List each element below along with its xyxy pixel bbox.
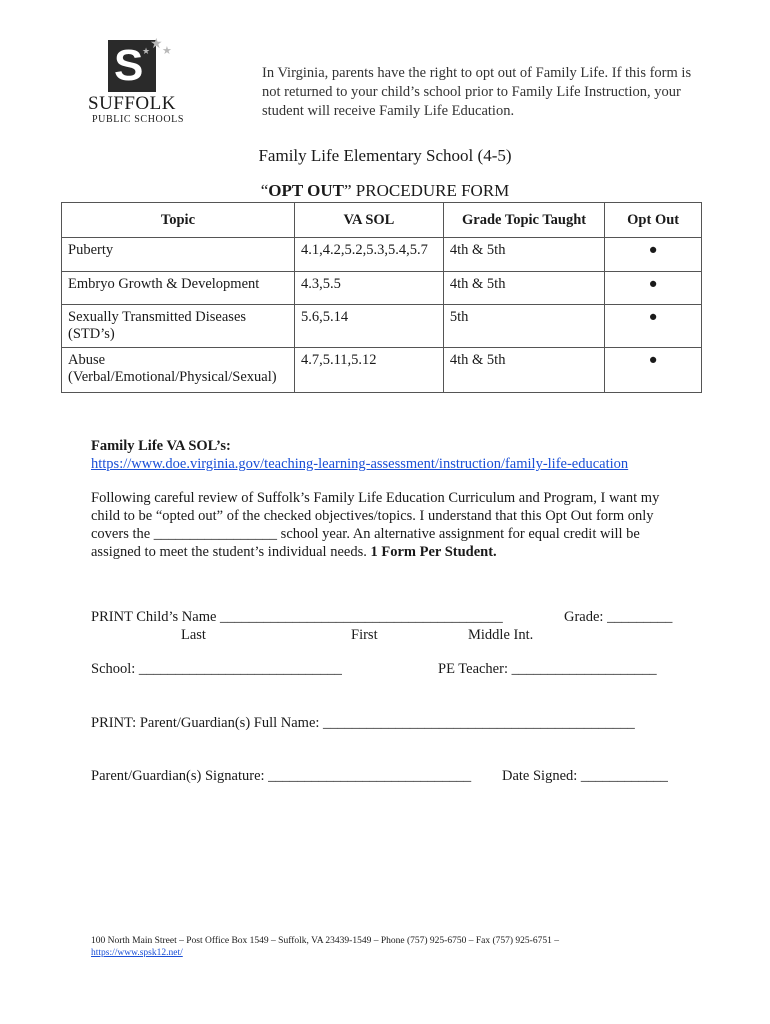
sol-link[interactable]: https://www.doe.virginia.gov/teaching-learning-assessment/instruction/family-life-education bbox=[91, 456, 629, 472]
signature-field[interactable]: Parent/Guardian(s) Signature: ____________________________ bbox=[91, 768, 472, 784]
parent-name-field[interactable]: PRINT: Parent/Guardian(s) Full Name: ___________________________________________ bbox=[91, 715, 635, 731]
form-subtitle bbox=[0, 181, 770, 201]
subtitle-bold: OPT OUT bbox=[268, 181, 344, 200]
topic-cell: Embryo Growth & Development bbox=[62, 272, 295, 305]
grade-cell: 5th bbox=[443, 305, 604, 348]
logo-name: SUFFOLK bbox=[88, 93, 176, 114]
logo-s-glyph: S bbox=[114, 41, 144, 90]
table-row bbox=[62, 348, 702, 393]
agreement-bold: 1 Form Per Student. bbox=[370, 544, 497, 560]
opt-out-checkbox[interactable]: ● bbox=[605, 238, 702, 272]
table-row bbox=[62, 305, 702, 348]
school-field[interactable]: School: ____________________________ bbox=[91, 661, 342, 677]
topic-cell: Abuse (Verbal/Emotional/Physical/Sexual) bbox=[62, 348, 295, 393]
star-icon: ★ bbox=[162, 45, 172, 57]
topic-cell: Puberty bbox=[62, 238, 295, 272]
sol-cell: 4.1,4.2,5.2,5.3,5.4,5.7 bbox=[294, 238, 443, 272]
subtitle-quote-open: “ bbox=[260, 181, 269, 200]
opt-out-checkbox[interactable]: ● bbox=[605, 348, 702, 393]
middle-label: Middle Int. bbox=[468, 627, 534, 643]
logo-subtitle: PUBLIC SCHOOLS bbox=[92, 114, 185, 125]
star-icon: ★ bbox=[150, 37, 163, 52]
last-label: Last bbox=[181, 627, 206, 643]
header-topic: Topic bbox=[62, 203, 295, 238]
table-row bbox=[62, 272, 702, 305]
form-title: Family Life Elementary School (4-5) bbox=[258, 146, 512, 165]
header-va-sol: VA SOL bbox=[294, 203, 443, 238]
grade-field[interactable]: Grade: _________ bbox=[564, 609, 673, 625]
header-opt-out: Opt Out bbox=[605, 203, 702, 238]
grade-cell: 4th & 5th bbox=[443, 238, 604, 272]
opt-out-checkbox[interactable]: ● bbox=[605, 305, 702, 348]
grade-cell: 4th & 5th bbox=[443, 272, 604, 305]
star-icon: ★ bbox=[142, 46, 151, 56]
sol-table bbox=[61, 202, 702, 393]
pe-teacher-field[interactable]: PE Teacher: ____________________ bbox=[438, 661, 657, 677]
child-name-field[interactable]: PRINT Child’s Name _______________________________________ bbox=[91, 609, 503, 625]
first-label: First bbox=[351, 627, 378, 643]
table-row bbox=[62, 238, 702, 272]
sol-cell: 4.3,5.5 bbox=[294, 272, 443, 305]
opt-out-checkbox[interactable]: ● bbox=[605, 272, 702, 305]
opt-out-notice: In Virginia, parents have the right to opt out of Family Life. If this form is not returned to your child’s school prior to Family Life Instruction, your student will receive Family Life Education. bbox=[262, 65, 692, 119]
sol-heading: Family Life VA SOL’s: bbox=[91, 438, 231, 454]
suffolk-logo bbox=[88, 30, 188, 126]
grade-cell: 4th & 5th bbox=[443, 348, 604, 393]
table-header-row bbox=[62, 203, 702, 238]
header-grade: Grade Topic Taught bbox=[443, 203, 604, 238]
sol-cell: 4.7,5.11,5.12 bbox=[294, 348, 443, 393]
footer-address: 100 North Main Street – Post Office Box 1549 – Suffolk, VA 23439-1549 – Phone (757) 925-6750 – Fax (757) 925-6751 – bbox=[91, 936, 559, 946]
agreement-text: Following careful review of Suffolk’s Family Life Education Curriculum and Program, I want my child to be “opted out” of the checked objectives/topics. I understand that this Opt Out form only covers the _________________ school year. An alternative assignment for equal credit will be assigned to meet the student’s individual needs. bbox=[91, 490, 660, 560]
subtitle-rest: ” PROCEDURE FORM bbox=[343, 181, 510, 200]
topic-cell: Sexually Transmitted Diseases (STD’s) bbox=[62, 305, 295, 348]
agreement-paragraph bbox=[91, 489, 687, 561]
sol-cell: 5.6,5.14 bbox=[294, 305, 443, 348]
date-signed-field[interactable]: Date Signed: ____________ bbox=[502, 768, 668, 784]
footer-link[interactable]: https://www.spsk12.net/ bbox=[91, 948, 183, 958]
